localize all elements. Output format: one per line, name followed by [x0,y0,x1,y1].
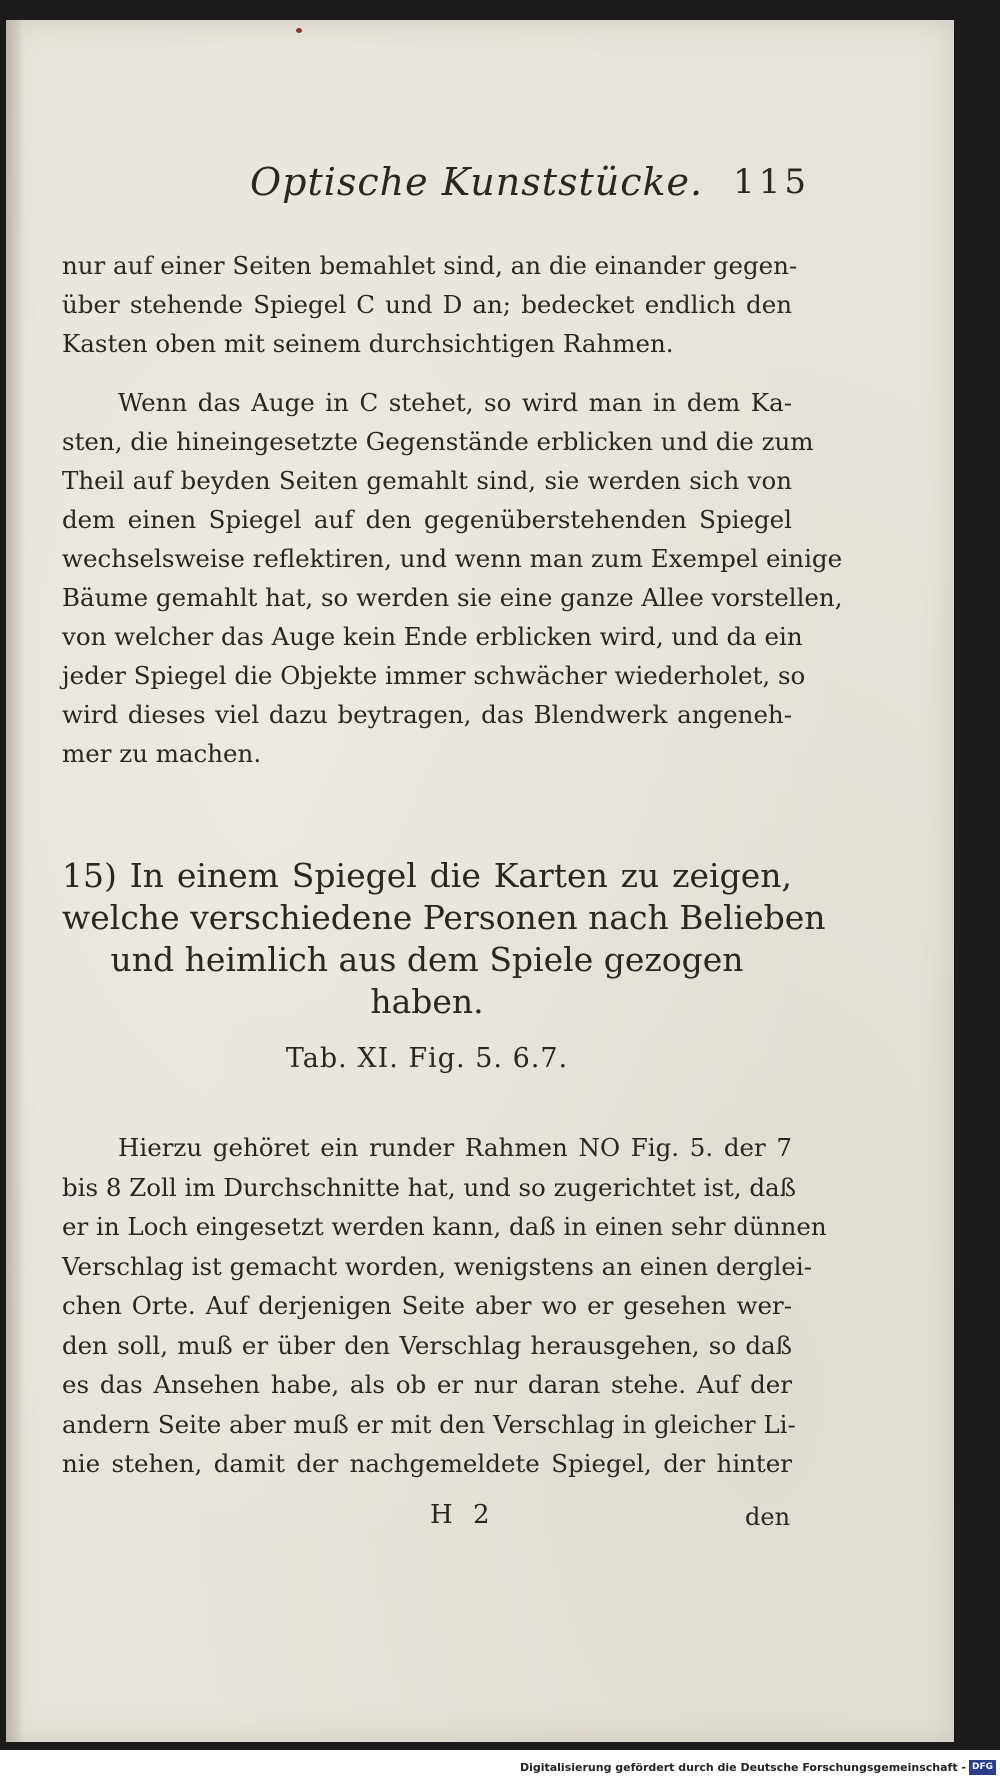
plate-reference: Tab. XI. Fig. 5. 6.7. [285,1043,569,1074]
paragraph-frame-description [62,1128,827,1484]
ink-spot [296,28,302,33]
signature-mark: H 2 [430,1500,496,1530]
text-line: jeder Spiegel die Objekte immer schwächer wiederholet, so [62,661,806,690]
text-line: Hierzu gehöret ein runder Rahmen NO Fig. 5. der 7 [118,1133,792,1162]
text-line: von welcher das Auge kein Ende erblicken wird, und da ein [62,622,803,651]
heading-line: haben. [370,982,484,1021]
page-number: 115 [733,162,810,202]
heading-line: welche verschiedene Personen nach Belieben [62,898,826,937]
catchword: den [745,1503,791,1531]
text-line: andern Seite aber muß er mit den Verschlag in gleicher Li- [62,1409,796,1439]
text-line: Verschlag ist gemacht worden, wenigstens an einen derglei- [62,1251,813,1281]
text-line: Wenn das Auge in C stehet, so wird man in dem Ka- [118,388,792,417]
text-line: chen Orte. Auf derjenigen Seite aber wo er gesehen wer- [62,1291,792,1320]
text-line: wird dieses viel dazu beytragen, das Blendwerk angeneh- [62,700,792,729]
heading-line: und heimlich aus dem Spiele gezogen [110,940,744,979]
text-line: über stehende Spiegel C und D an; bedecket endlich den [62,290,792,319]
text-line: dem einen Spiegel auf den gegenüberstehenden Spiegel [62,505,792,534]
digitization-footer [0,1750,1000,1783]
text-line: sten, die hineingesetzte Gegenstände erblicken und die zum [62,427,814,456]
heading-line: 15) In einem Spiegel die Karten zu zeigen, [62,856,792,895]
running-title: Optische Kunststücke. [250,160,704,204]
dfg-logo-icon: DFG [969,1760,996,1775]
text-line: bis 8 Zoll im Durchschnitte hat, und so zugerichtet ist, daß [62,1172,796,1202]
page-gutter-shadow [6,20,24,1742]
text-line: wechselsweise reflektiren, und wenn man zum Exempel einige [62,544,843,573]
text-line: den soll, muß er über den Verschlag herausgehen, so daß [62,1330,792,1360]
paragraph-mirror-effect [62,383,843,773]
funding-credit: Digitalisierung gefördert durch die Deutsche Forschungsgemeinschaft - [519,1761,966,1774]
text-line: Theil auf beyden Seiten gemahlt sind, sie werden sich von [62,466,792,495]
text-line: er in Loch eingesetzt werden kann, daß in einen sehr dünnen [62,1212,827,1241]
text-line: Bäume gemahlt hat, so werden sie eine ganze Allee vorstellen, [62,583,843,612]
text-line: Kasten oben mit seinem durchsichtigen Rahmen. [62,329,674,358]
paragraph-continued [62,246,798,363]
section-heading [62,855,826,1023]
page-header [250,160,810,220]
text-line: mer zu machen. [62,739,262,768]
text-line: nie stehen, damit der nachgemeldete Spiegel, der hinter [62,1449,792,1478]
text-line: es das Ansehen habe, als ob er nur daran stehe. Auf der [62,1370,792,1399]
text-line: nur auf einer Seiten bemahlet sind, an die einander gegen- [62,251,798,280]
